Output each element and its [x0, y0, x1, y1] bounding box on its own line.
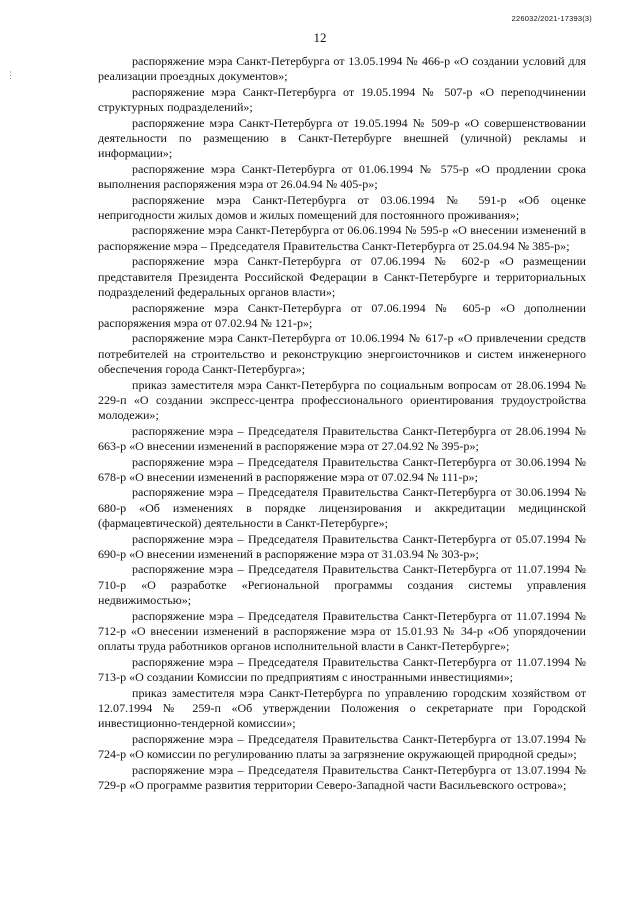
page-number: 12 [313, 30, 327, 45]
paragraph: распоряжение мэра Санкт-Петербурга от 07.06.1994 № 605-р «О дополнении распоряжения мэра от 07.02.94 № 121-р»; [98, 300, 586, 330]
paragraph: приказ заместителя мэра Санкт-Петербурга по социальным вопросам от 28.06.1994 № 229-п «О создании экспресс-центра профессионального ориентирования трудоустройства молодежи»; [98, 377, 586, 423]
paragraph: распоряжение мэра Санкт-Петербурга от 01.06.1994 № 575-р «О продлении срока выполнения распоряжения мэра от 26.04.94 № 405-р»; [98, 161, 586, 192]
paragraph: приказ заместителя мэра Санкт-Петербурга по управлению городским хозяйством от 12.07.1994 № 259-п «Об утверждении Положения о секретариате при Городской инвестиционно-тендерной комиссии»; [98, 685, 586, 731]
paragraph: распоряжение мэра – Председателя Правительства Санкт-Петербурга от 13.07.1994 № 729-р «О программе развития территории Северо-Западной части Васильевского острова»; [98, 762, 586, 793]
paragraph: распоряжение мэра – Председателя Правительства Санкт-Петербурга от 30.06.1994 № 680-р «Об изменениях в порядке лицензирования и аккредитации медицинской (фармацевтической) деятельности в Санкт-Петербурге»; [98, 485, 586, 531]
paragraph: распоряжение мэра – Председателя Правительства Санкт-Петербурга от 05.07.1994 № 690-р «О внесении изменений в распоряжение мэра от 31.03.94 № 303-р»; [98, 531, 586, 561]
paragraph: распоряжение мэра – Председателя Правительства Санкт-Петербурга от 13.07.1994 № 724-р «О комиссии по регулированию платы за загрязнение окружающей природной среды»; [98, 731, 586, 762]
paragraph: распоряжение мэра Санкт-Петербурга от 13.05.1994 № 466-р «О создании условий для реализации проездных документов»; [98, 54, 586, 84]
paragraph: распоряжение мэра Санкт-Петербурга от 07.06.1994 № 602-р «О размещении представителя Президента Российской Федерации в Санкт-Петербурге и территориальных подразделений федеральных органов власти»; [98, 254, 586, 300]
paragraph: распоряжение мэра Санкт-Петербурга от 03.06.1994 № 591-р «Об оценке непригодности жилых домов и жилых помещений для постоянного проживания»; [98, 192, 586, 223]
document-code: 226032/2021-17393(3) [511, 14, 592, 23]
paragraph: распоряжение мэра Санкт-Петербурга от 19.05.1994 № 509-р «О совершенствовании деятельности по размещению в Санкт-Петербурге внешней (уличной) рекламы и информации»; [98, 115, 586, 161]
paragraph: распоряжение мэра – Председателя Правительства Санкт-Петербурга от 11.07.1994 № 710-р «О разработке «Региональной программы создания системы управления недвижимостью»; [98, 562, 586, 608]
paragraph: распоряжение мэра Санкт-Петербурга от 06.06.1994 № 595-р «О внесении изменений в распоряжение мэра – Председателя Правительства Санкт-Петербурга от 25.04.94 № 385-р»; [98, 223, 586, 253]
paragraph: распоряжение мэра – Председателя Правительства Санкт-Петербурга от 28.06.1994 № 663-р «О внесении изменений в распоряжение мэра от 27.04.92 № 395-р»; [98, 423, 586, 454]
document-body [98, 54, 586, 794]
paragraph: распоряжение мэра – Председателя Правительства Санкт-Петербурга от 11.07.1994 № 713-р «О создании Комиссии по предприятиям с иностранными инвестициями»; [98, 654, 586, 685]
paragraph: распоряжение мэра – Председателя Правительства Санкт-Петербурга от 11.07.1994 № 712-р «О внесении изменений в распоряжение мэра от 15.01.93 № 34-р «Об упорядочении оплаты труда работников органов исполнительной власти в Санкт-Петербурге»; [98, 608, 586, 654]
margin-mark: ⋮ [6, 70, 15, 80]
paragraph: распоряжение мэра Санкт-Петербурга от 10.06.1994 № 617-р «О привлечении средств потребителей на строительство и реконструкцию энергоисточников и систем инженерного обеспечения города Санкт-Петербурга»; [98, 331, 586, 377]
paragraph: распоряжение мэра Санкт-Петербурга от 19.05.1994 № 507-р «О переподчинении структурных подразделений»; [98, 84, 586, 115]
paragraph: распоряжение мэра – Председателя Правительства Санкт-Петербурга от 30.06.1994 № 678-р «О внесении изменений в распоряжение мэра от 07.02.94 № 111-р»; [98, 454, 586, 484]
